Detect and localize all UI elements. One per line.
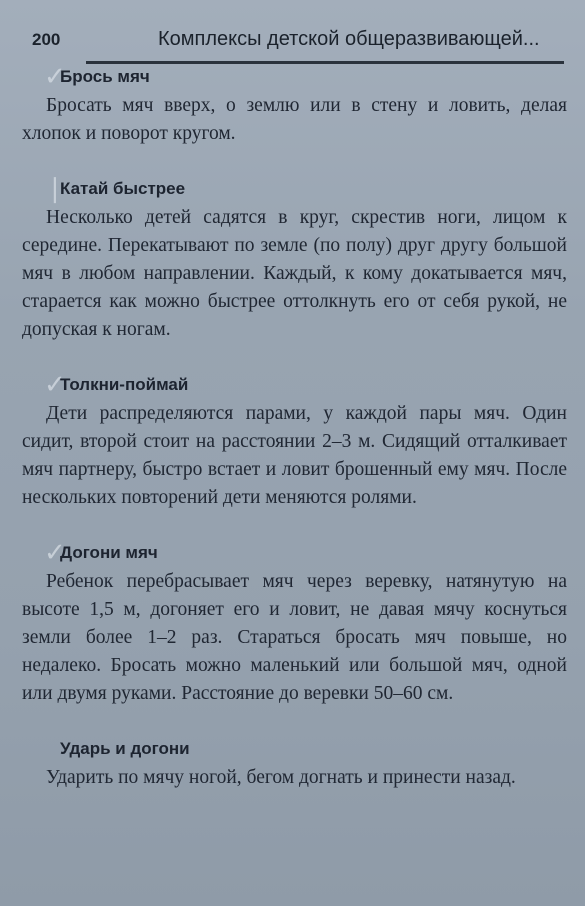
checkmark-icon: ✓ xyxy=(44,62,66,92)
exercise-title: Брось мяч xyxy=(60,67,150,86)
exercise-title: Ударь и догони xyxy=(60,739,190,758)
exercise-section xyxy=(22,370,567,512)
checkmark-icon: ❘ xyxy=(44,174,66,204)
exercise-text: Несколько детей садятся в круг, скрестив ноги, лицом к середине. Перекатывают по земле (по полу) друг другу большой мяч в любом направлении. Каждый, к кому докатывается мяч, старается как можно быстрее оттолкнуть его от себя рукой, не допуская к ногам. xyxy=(22,207,567,340)
exercise-section xyxy=(22,738,567,792)
page-content xyxy=(22,62,567,822)
exercise-section xyxy=(22,538,567,708)
exercise-text: Ударить по мячу ногой, бегом догнать и принести назад. xyxy=(46,767,516,788)
checkmark-icon: ✓ xyxy=(44,538,66,568)
exercise-text: Дети распределяются парами, у каждой пары мяч. Один сидит, второй стоит на расстоянии 2–3 м. Сидящий отталкивает мяч партнеру, быстро встает и ловит брошенный ему мяч. После нескольких повторений дети меняются ролями. xyxy=(22,403,567,508)
page-number: 200 xyxy=(32,30,61,49)
header-rule xyxy=(86,61,564,64)
exercise-title: Катай быстрее xyxy=(60,179,186,198)
exercise-title: Толкни-поймай xyxy=(60,375,189,394)
exercise-text: Ребенок перебрасывает мяч через веревку, натянутую на высоте 1,5 м, догоняет его и ловит, не давая мячу коснуться земли более 1–2 раз. Стараться бросать мяч повыше, но недалеко. Бросать можно маленький или большой мяч, одной или двумя руками. Расстояние до веревки 50–60 см. xyxy=(22,571,567,704)
page-header xyxy=(0,20,585,64)
exercise-text: Бросать мяч вверх, о землю или в стену и ловить, делая хлопок и поворот кругом. xyxy=(22,95,567,144)
exercise-section xyxy=(22,62,567,148)
exercise-section xyxy=(22,174,567,344)
checkmark-icon: ✓ xyxy=(44,370,66,400)
exercise-title: Догони мяч xyxy=(60,543,158,562)
running-head: Комплексы детской общеразвивающей... xyxy=(158,28,540,50)
